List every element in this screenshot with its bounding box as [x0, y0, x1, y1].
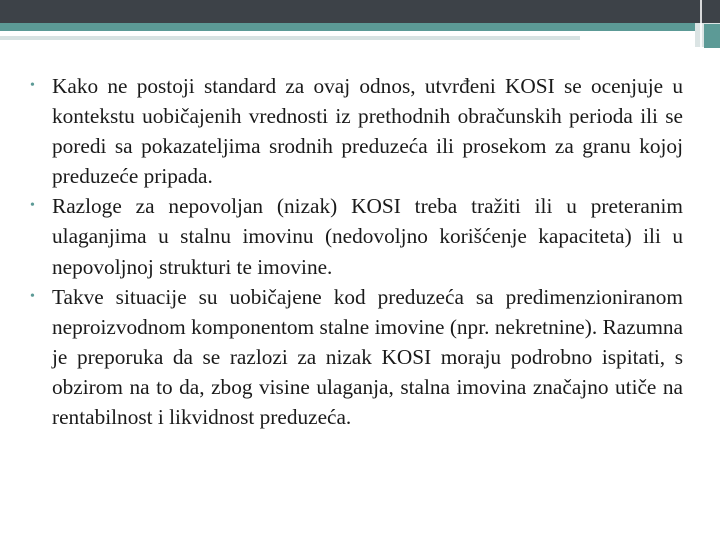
bullet-text: Takve situacije su uobičajene kod preduzeća sa predimenzioniranom neproizvodnom komponentom stalne imovine (npr. nekretnine). Razumna je preporuka da se razlozi za nizak KOSI moraju podrobno ispitati, s obzirom na to da, zbog visine ulaganja, stalna imovina značajno utiče na rentabilnost i likvidnost preduzeća. — [52, 284, 683, 430]
bullet-text: Razloge za nepovoljan (nizak) KOSI treba tražiti ili u preteranim ulaganjima u stalnu imovinu (nedovoljno korišćenje kapaciteta) ili u nepovoljnoj strukturi te imovine. — [52, 194, 683, 279]
bullet-icon: • — [30, 288, 35, 304]
bullet-icon: • — [30, 78, 35, 93]
bullet-item — [30, 71, 683, 191]
bullet-item — [30, 191, 683, 281]
header-band-teal — [0, 23, 695, 31]
header-corner-teal — [704, 24, 720, 48]
bullet-list — [30, 71, 683, 432]
bullet-item — [30, 282, 683, 432]
bullet-text: Kako ne postoji standard za ovaj odnos, utvrđeni KOSI se ocenjuje u kontekstu uobičajenih vrednosti iz prethodnih obračunskih perioda ili se poredi sa pokazateljima srodnih preduzeća ili prosekom za granu kojoj preduzeće pripada. — [52, 74, 683, 189]
slide-body — [30, 71, 683, 432]
header-band-dark — [0, 0, 720, 23]
bullet-icon: • — [30, 198, 35, 214]
header-band-thin — [0, 36, 580, 40]
header-corner-divider — [700, 0, 702, 48]
